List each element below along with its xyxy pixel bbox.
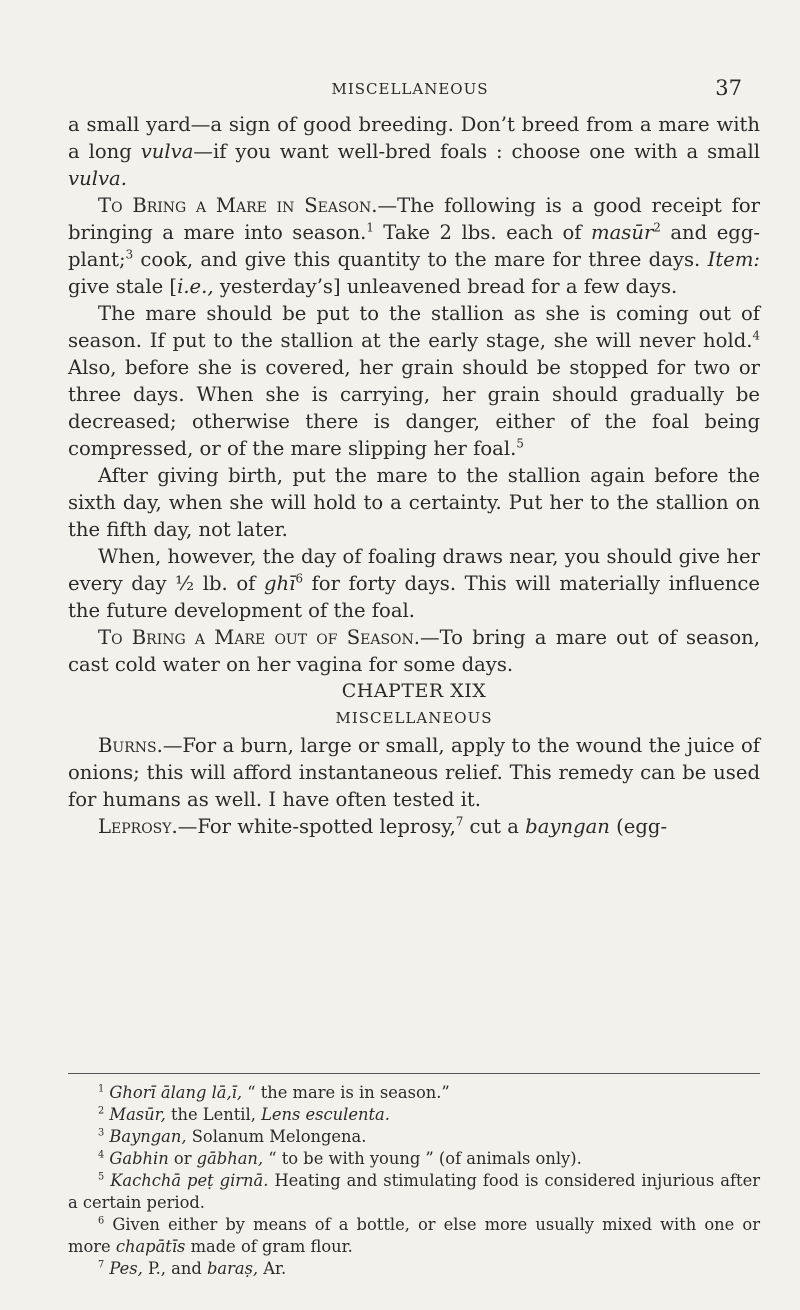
text-run: —For a burn, large or small, apply to the wound the juice of onions; this will afford instantaneous relief. This remedy can be used for humans as well. I have often tested it. (68, 734, 760, 811)
italic-term: Pes, (109, 1259, 143, 1278)
footnote-number: 1 (98, 1083, 105, 1095)
italic-term: i.e., (177, 275, 214, 298)
footnote-number: 3 (98, 1127, 105, 1139)
page-number: 37 (715, 76, 742, 100)
italic-term: Masūr, (109, 1105, 166, 1124)
text-run: Take 2 lbs. each of (373, 221, 592, 244)
text-run: made of gram flour. (185, 1237, 353, 1256)
italic-term: bayngan (525, 815, 610, 838)
text-run: The mare should be put to the stallion as she is coming out of season. If put to the stallion at the early stage, she will never hold. (68, 302, 760, 352)
italic-term: Item: (707, 248, 760, 271)
text-run: a small yard—a sign of good breeding. Don’t breed from a mare with a long (68, 113, 760, 163)
text-run: cook, and give this quantity to the mare for three days. (133, 248, 708, 271)
section-heading: To Bring a Mare in Season. (98, 194, 378, 217)
italic-term: vulva (140, 140, 194, 163)
paragraph-1 (68, 111, 760, 192)
text-run: Solanum Melongena. (186, 1127, 367, 1146)
footnotes (68, 1082, 760, 1280)
footnote (68, 1258, 760, 1280)
text-run: give stale [ (68, 275, 178, 298)
text-run: (egg- (609, 815, 668, 838)
paragraph-6 (68, 624, 760, 678)
text-run: Given either by means of a bottle, or else more usually mixed with one or more (68, 1215, 760, 1256)
paragraph-7 (68, 732, 760, 813)
italic-term: Bayngan, (109, 1127, 187, 1146)
text-run: —The following is a good receipt for bringing a mare into season. (68, 194, 761, 244)
text-run: —if you want well-bred foals : choose one with a small (193, 140, 760, 163)
footnote-ref: 3 (125, 247, 134, 262)
italic-term: gābhan, (196, 1149, 264, 1168)
text-run: or (168, 1149, 197, 1168)
footnote-number: 5 (98, 1171, 105, 1183)
text-run: “ to be with young ” (of animals only). (263, 1149, 582, 1168)
paragraph-8 (68, 813, 760, 840)
text-run: Heating and stimulating food is considered injurious after a certain period. (68, 1171, 760, 1212)
footnote-ref: 2 (653, 220, 661, 235)
paragraph-3 (68, 300, 760, 462)
running-title: MISCELLANEOUS (331, 80, 489, 98)
footnote-number: 6 (98, 1215, 105, 1227)
paragraph-5 (68, 543, 760, 624)
text-run: P., and (142, 1259, 207, 1278)
text-run: Also, before she is covered, her grain should be stopped for two or three days. When she is carrying, her grain should gradually be decreased; otherwise there is danger, either of the foal being compressed, or of the mare slipping her foal. (68, 356, 760, 460)
italic-term: ghī (264, 572, 296, 595)
footnote (68, 1082, 760, 1104)
footnote (68, 1170, 760, 1214)
italic-term: vulva. (68, 167, 127, 190)
italic-term: Ghorī ālang lā,ī, (109, 1083, 243, 1102)
text-run: and egg-plant; (68, 221, 761, 271)
text-run: Ar. (258, 1259, 287, 1278)
text-run: —To bring a mare out of season, cast cold water on her vagina for some days. (68, 626, 760, 676)
chapter-heading: CHAPTER XIX (341, 680, 487, 702)
text-run: for forty days. This will materially influence the future development of the foal. (68, 572, 760, 622)
text-run: cut a (463, 815, 526, 838)
italic-term: chapātīs (115, 1237, 186, 1256)
footnote-number: 4 (98, 1149, 105, 1161)
footnote (68, 1104, 760, 1126)
footnote-ref: 7 (455, 814, 464, 829)
section-heading: To Bring a Mare out of Season. (98, 626, 421, 649)
main-text (68, 111, 760, 840)
text-run: When, however, the day of foaling draws near, you should give her every day ½ lb. of (68, 545, 760, 595)
section-heading: Burns. (98, 734, 163, 757)
footnote (68, 1148, 760, 1170)
footnote (68, 1126, 760, 1148)
running-header (70, 76, 750, 106)
text-run: “ the mare is in season.” (242, 1083, 450, 1102)
footnote-number: 2 (98, 1105, 105, 1117)
footnote-ref: 5 (516, 436, 524, 451)
paragraph-4: After giving birth, put the mare to the stallion again before the sixth day, when she will hold to a certainty. Put her to the stallion on the fifth day, not later. (68, 464, 760, 541)
footnote-ref: 6 (295, 571, 303, 586)
chapter-subtitle: MISCELLANEOUS (335, 709, 493, 727)
text-run: the Lentil, (165, 1105, 262, 1124)
italic-term: Kachchā peṭ girnā. (110, 1171, 269, 1190)
footnote (68, 1214, 760, 1258)
text-run: yesterday’s] unleavened bread for a few days. (213, 275, 678, 298)
text-run: —For white-spotted leprosy, (177, 815, 456, 838)
footnote-number: 7 (98, 1259, 105, 1271)
italic-term: baraṣ, (206, 1259, 259, 1278)
footnote-ref: 1 (366, 220, 374, 235)
footnote-divider (68, 1073, 760, 1074)
section-heading: Leprosy. (98, 815, 178, 838)
footnote-ref: 4 (752, 328, 760, 343)
italic-term: Gabhin (109, 1149, 169, 1168)
paragraph-2 (68, 192, 760, 300)
italic-term: masūr (591, 221, 654, 244)
italic-term: Lens esculenta. (261, 1105, 390, 1124)
